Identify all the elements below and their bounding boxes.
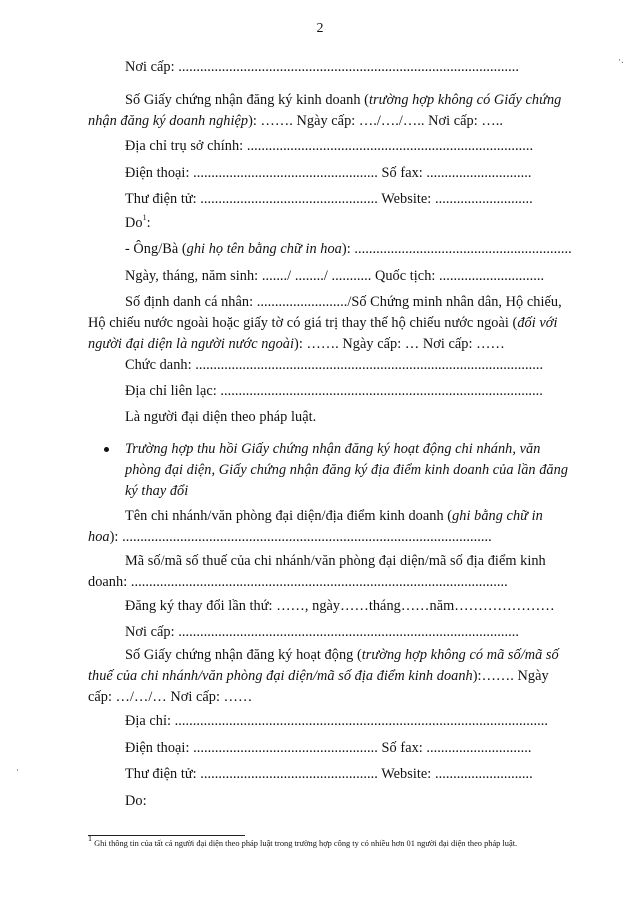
ten-chi-nhanh-line-1 — [125, 506, 578, 527]
email-website-line-1: Thư điện tử: ................................................. Website: ........................... — [125, 191, 533, 207]
ten-chi-nhanh-note: ghi bằng chữ in — [452, 508, 543, 524]
dia-chi-line-2: Địa chỉ: ....................................................................................................... — [125, 713, 548, 729]
ten-chi-nhanh-dots: ): ...................................................................................................... — [109, 529, 492, 545]
dien-thoai-fax-line-2: Điện thoại: ................................................... Số fax: ............................. — [125, 740, 532, 756]
gcn-dkhd-line-1 — [125, 645, 578, 666]
page-number: 2 — [316, 21, 324, 36]
dinh-danh-line-3 — [88, 334, 578, 355]
dia-chi-lien-lac-line: Địa chỉ liên lạc: ......................................................................................... — [125, 383, 543, 399]
ong-ba-note: ghi họ tên bằng chữ in hoa — [186, 241, 342, 257]
email-website-line-2: Thư điện tử: ................................................. Website: ........................... — [125, 766, 533, 782]
dinh-danh-text: Hộ chiếu nước ngoài hoặc giấy tờ có giá trị thay thế hộ chiếu nước ngoài ( — [88, 315, 518, 331]
dia-chi-tru-so-line: Địa chỉ trụ sở chính: ............................................................................... — [125, 138, 534, 154]
gcn-dkkd-line-1 — [125, 90, 578, 111]
truong-hop-text-3: ký thay đổi — [125, 483, 189, 499]
gcn-dkhd-text: Số Giấy chứng nhận đăng ký hoạt động ( — [125, 647, 362, 663]
gcn-dkkd-line-2 — [88, 111, 578, 132]
do-line-2: Do: — [125, 793, 147, 809]
ngay-sinh-quoc-tich-line: Ngày, tháng, năm sinh: ......./ ......../ ........... Quốc tịch: ............................. — [125, 268, 545, 284]
gcn-dkhd-line-2 — [88, 666, 578, 687]
dinh-danh-note-2: người đại diện là người nước ngoài — [88, 336, 295, 352]
dinh-danh-line-2 — [88, 313, 578, 334]
gcn-dkkd-text: Số Giấy chứng nhận đăng ký kinh doanh ( — [125, 92, 369, 108]
gcn-dkhd-note-2: thuế của chi nhánh/văn phòng đại diện/mã số địa điểm kinh doanh — [88, 668, 473, 684]
truong-hop-heading-2 — [125, 460, 578, 481]
ten-chi-nhanh-line-2 — [88, 527, 578, 548]
ong-ba-line — [125, 239, 578, 260]
gcn-dkkd-dates: ): ……. Ngày cấp: …./…./….. Nơi cấp: ….. — [248, 113, 503, 129]
dang-ky-thay-doi-line: Đăng ký thay đổi lần thứ: ……, ngày……tháng……năm………………… — [125, 598, 555, 614]
dinh-danh-note: đối với — [517, 315, 558, 331]
ong-ba-label: - Ông/Bà ( — [125, 241, 187, 257]
ten-chi-nhanh-text: Tên chi nhánh/văn phòng đại diện/địa điểm kinh doanh ( — [125, 508, 453, 524]
footnote-text: Ghi thông tin của tất cả người đại diện theo pháp luật trong trường hợp công ty có nhiều hơn 01 người đại diện theo pháp luật. — [94, 839, 518, 848]
ma-so-line-2: doanh: ........................................................................................................ — [88, 574, 508, 590]
chuc-danh-line: Chức danh: ................................................................................................ — [125, 357, 544, 373]
dien-thoai-fax-line-1: Điện thoại: ................................................... Số fax: ............................. — [125, 165, 532, 181]
gcn-dkhd-line-3: cấp: …/…/… Nơi cấp: …… — [88, 689, 253, 705]
footnote-ref: 1 — [142, 213, 147, 223]
ten-chi-nhanh-note-2: hoa — [88, 529, 110, 545]
truong-hop-text-2: phòng đại diện, Giấy chứng nhận đăng ký địa điểm kinh doanh của lần đăng — [125, 462, 569, 478]
do-label: Do — [125, 215, 143, 231]
dinh-danh-line-1: Số định danh cá nhân: ........................./Số Chứng minh nhân dân, Hộ chiếu, — [125, 294, 562, 310]
footnote-marker: 1 — [88, 834, 92, 844]
bullet-icon — [104, 447, 109, 452]
footnote — [88, 834, 518, 850]
gcn-dkhd-note: trường hợp không có mã số/mã số — [361, 647, 559, 663]
nguoi-dai-dien-line: Là người đại diện theo pháp luật. — [125, 409, 317, 425]
do-line-1 — [125, 213, 578, 234]
margin-speck-left: · — [16, 766, 19, 776]
truong-hop-heading-1 — [125, 439, 578, 460]
truong-hop-heading-3 — [125, 481, 578, 502]
gcn-dkkd-note-2: nhận đăng ký doanh nghiệp — [88, 113, 249, 129]
dinh-danh-dates: ): ……. Ngày cấp: … Nơi cấp: …… — [294, 336, 505, 352]
noi-cap-line-2: Nơi cấp: .............................................................................................. — [125, 624, 519, 640]
ong-ba-dots: ): ............................................................ — [341, 241, 572, 257]
do-colon: : — [146, 215, 151, 231]
gcn-dkhd-ngay: ):……. Ngày — [472, 668, 549, 684]
ma-so-line-1: Mã số/mã số thuế của chi nhánh/văn phòng đại diện/mã số địa điểm kinh — [125, 553, 546, 569]
noi-cap-line-1: Nơi cấp: .............................................................................................. — [125, 59, 519, 75]
footnote-divider — [88, 835, 245, 836]
gcn-dkkd-note: trường hợp không có Giấy chứng — [368, 92, 562, 108]
margin-speck-right: ·. — [618, 56, 624, 66]
truong-hop-text-1: Trường hợp thu hồi Giấy chứng nhận đăng ký hoạt động chi nhánh, văn — [125, 441, 541, 457]
